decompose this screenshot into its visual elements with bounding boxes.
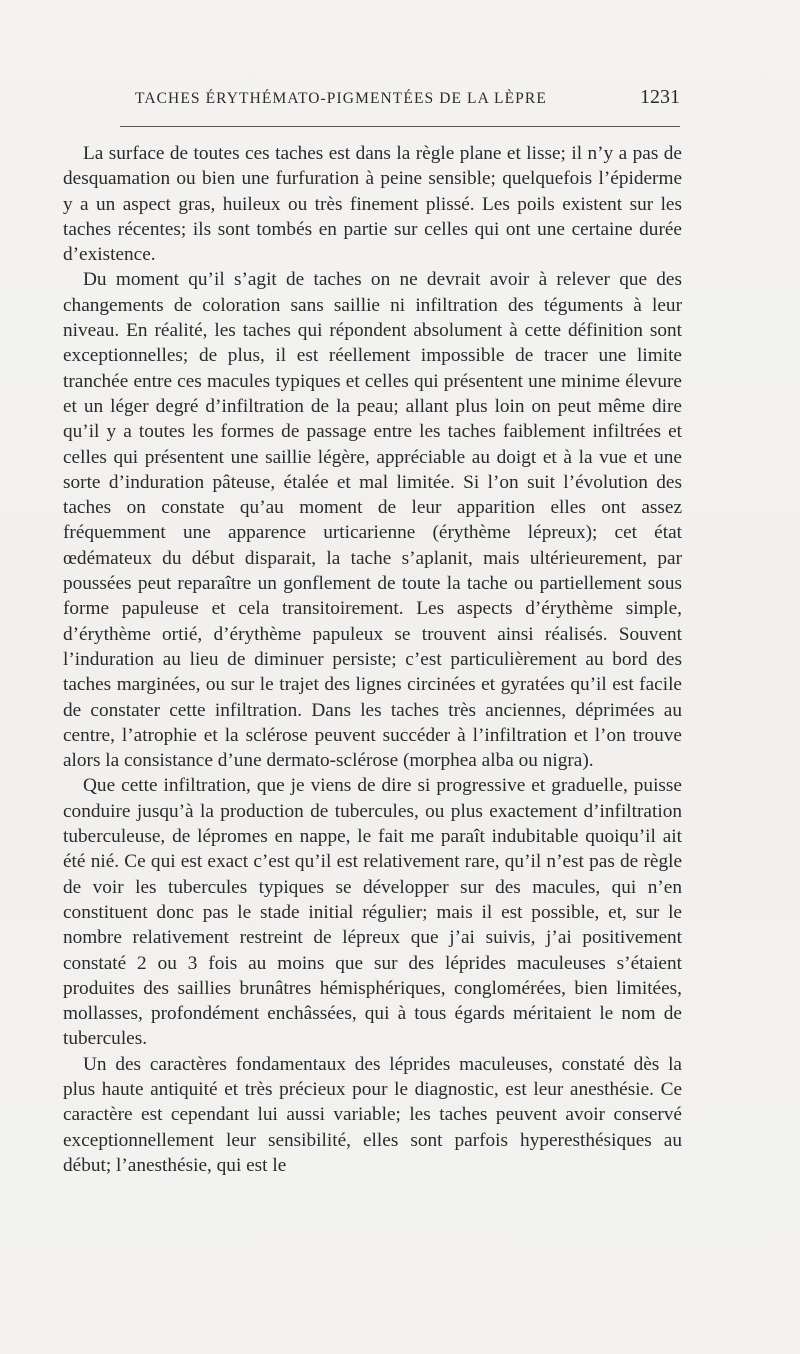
header-rule xyxy=(120,126,680,127)
paragraph: Que cette infiltration, que je viens de dire si progressive et graduelle, puisse conduire jusqu’à la production de tubercules, ou plus exactement d’infiltration tuberculeuse, de lépromes en nappe, le fait me paraît indubitable quoiqu’il ait été nié. Ce qui est exact c’est qu’il est relativement rare, qu’il n’est pas de règle de voir les tubercules typiques se développer sur des macules, qui n’en constituent donc pas le stade initial régulier; mais il est possible, et, sur le nombre relativement restreint de lépreux que j’ai suivis, j’ai positivement constaté 2 ou 3 fois au moins que sur des léprides maculeuses s’étaient produites des saillies brunâtres hémisphériques, conglomérées, bien limitées, mollasses, profondément enchâssées, qui à tous égards méritaient le nom de tubercules. xyxy=(63,775,682,1050)
body-text xyxy=(63,141,682,1178)
running-title: TACHES ÉRYTHÉMATO-PIGMENTÉES DE LA LÈPRE xyxy=(135,90,547,107)
page-number: 1231 xyxy=(640,86,680,108)
paragraph: Un des caractères fondamentaux des léprides maculeuses, constaté dès la plus haute antiquité et très précieux pour le diagnostic, est leur anesthésie. Ce caractère est cependant lui aussi variable; les taches peuvent avoir conservé exceptionnellement leur sensibilité, elles sont parfois hyperesthésiques au début; l’anesthésie, qui est le xyxy=(63,1053,682,1176)
paragraph: Du moment qu’il s’agit de taches on ne devrait avoir à relever que des changements de coloration sans saillie ni infiltration des téguments à leur niveau. En réalité, les taches qui répondent absolument à cette définition sont exceptionnelles; de plus, il est réellement impossible de tracer une limite tranchée entre ces macules typiques et celles qui présentent une minime élevure et un léger degré d’infiltration de la peau; allant plus loin on peut même dire qu’il y a toutes les formes de passage entre les taches faiblement infiltrées et celles qui présentent une saillie légère, appréciable au doigt et à la vue et une sorte d’induration pâteuse, étalée et mal limitée. Si l’on suit l’évolution des taches on constate qu’au moment de leur apparition elles ont assez fréquemment une apparence urticarienne (érythème lépreux); cet état œdémateux du début disparait, la tache s’aplanit, mais ultérieurement, par poussées peut reparaître un gonflement de toute la tache ou partiellement sous forme papuleuse et cela transitoirement. Les aspects d’érythème simple, d’érythème ortié, d’érythème papuleux se trouvent ainsi réalisés. Souvent l’induration au lieu de diminuer persiste; c’est particulièrement au bord des taches marginées, ou sur le trajet des lignes circinées et gyratées qu’il est facile de constater cette infiltration. Dans les taches très anciennes, déprimées au centre, l’atrophie et la sclérose peuvent succéder à l’infiltration et l’on trouve alors la consistance d’une dermato-sclérose (morphea alba ou nigra). xyxy=(63,269,682,772)
running-header xyxy=(135,86,680,116)
paragraph: La surface de toutes ces taches est dans la règle plane et lisse; il n’y a pas de desquamation ou bien une furfuration à peine sensible; quelquefois l’épiderme y a un aspect gras, huileux ou très finement plissé. Les poils existent sur les taches récentes; ils sont tombés en partie sur celles qui ont une certaine durée d’existence. xyxy=(63,143,682,266)
